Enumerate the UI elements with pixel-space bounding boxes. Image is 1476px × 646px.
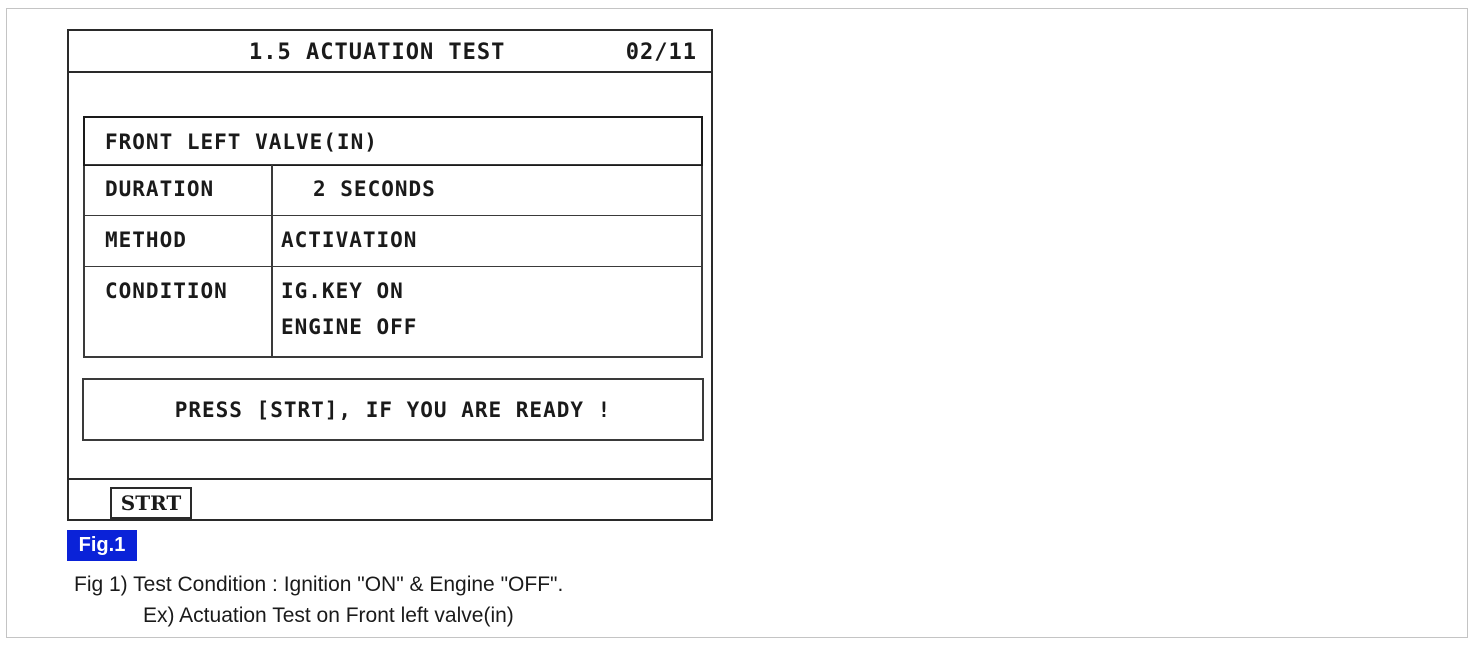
test-item-header: FRONT LEFT VALVE(IN) xyxy=(83,116,703,166)
row-label: CONDITION xyxy=(85,267,273,356)
row-label: METHOD xyxy=(85,216,273,266)
title-bar xyxy=(69,31,711,73)
row-value-group xyxy=(273,267,701,356)
ready-prompt: PRESS [STRT], IF YOU ARE READY ! xyxy=(82,378,704,441)
scanner-screen xyxy=(67,29,713,521)
screen-title: 1.5 ACTUATION TEST xyxy=(249,40,506,65)
table-row-duration xyxy=(85,164,701,215)
page-indicator: 02/11 xyxy=(625,40,697,65)
table-row-condition xyxy=(85,266,701,356)
row-label: DURATION xyxy=(85,165,273,215)
figure-caption-line2: Ex) Actuation Test on Front left valve(in) xyxy=(143,604,514,627)
table-row-method xyxy=(85,215,701,266)
test-info-table xyxy=(83,116,703,358)
condition-value-2: ENGINE OFF xyxy=(281,315,418,339)
start-button[interactable]: STRT xyxy=(110,487,192,519)
row-value: ACTIVATION xyxy=(281,228,418,252)
condition-value-1: IG.KEY ON xyxy=(281,279,404,303)
softkey-bar xyxy=(69,478,711,519)
row-value: 2 SECONDS xyxy=(313,177,436,201)
figure-badge: Fig.1 xyxy=(67,530,137,561)
figure-caption-line1: Fig 1) Test Condition : Ignition "ON" & Engine "OFF". xyxy=(74,573,564,596)
